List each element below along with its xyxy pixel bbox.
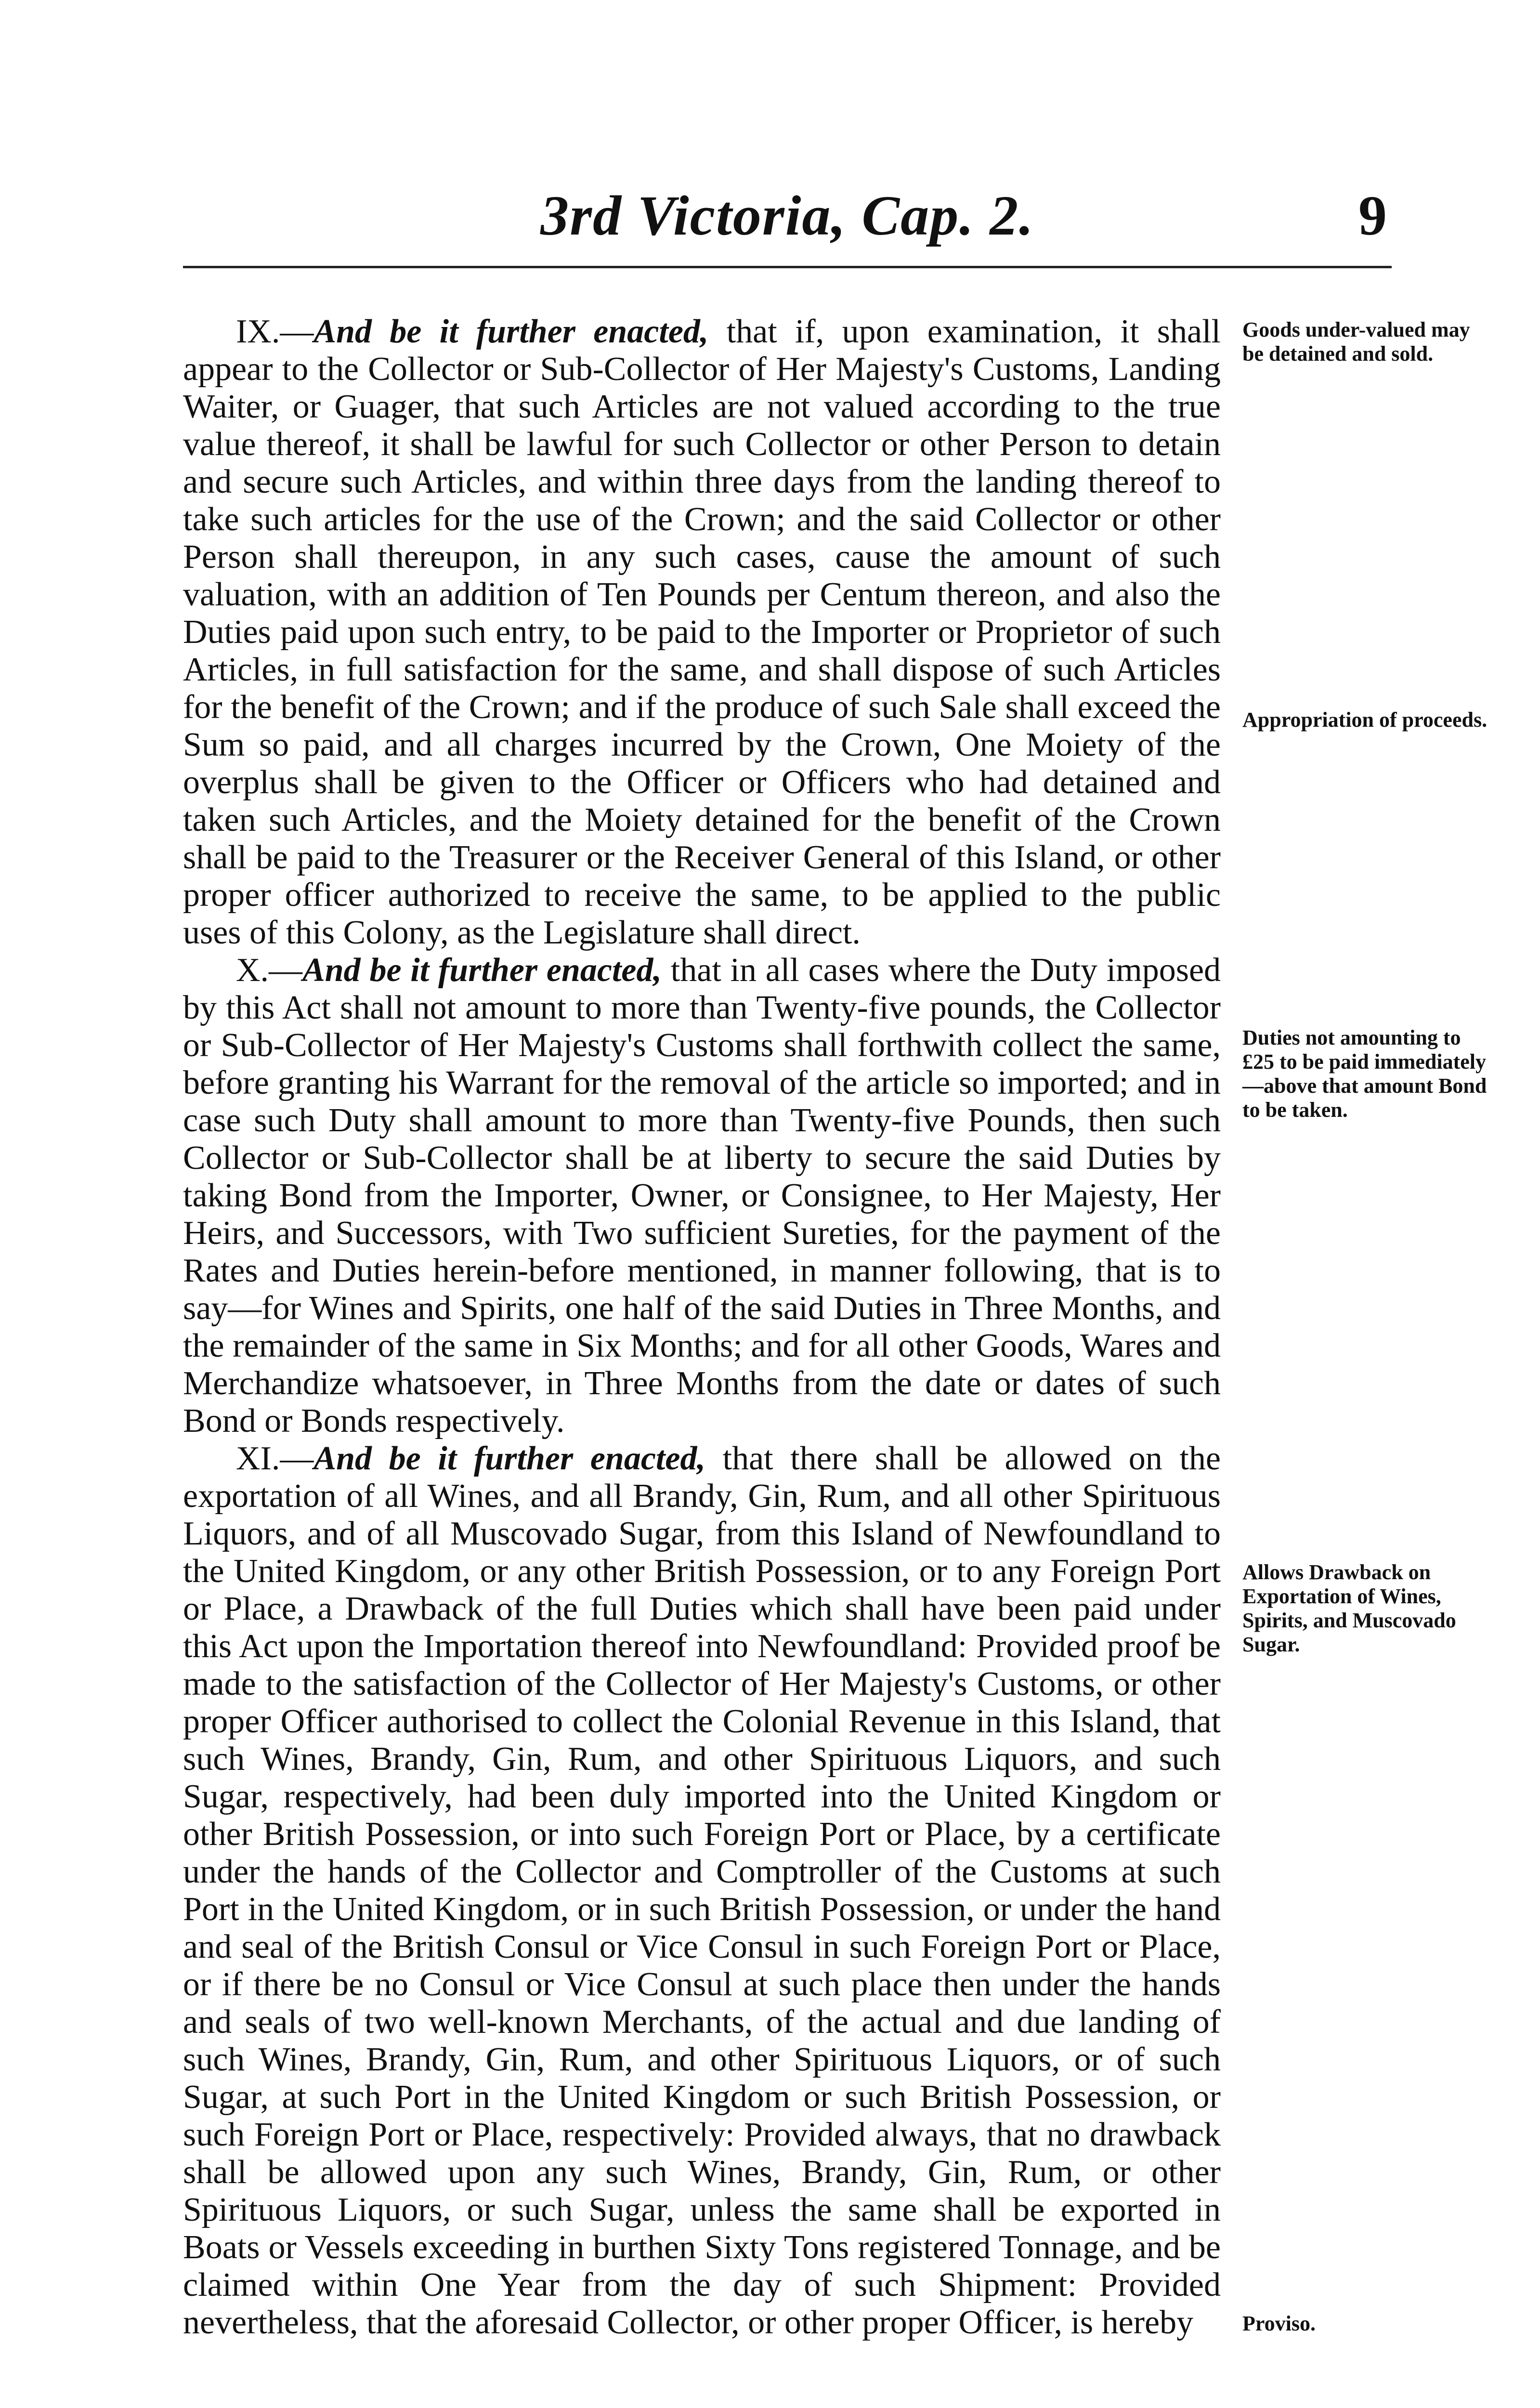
page-number: 9 [1358, 184, 1387, 247]
section-number: IX.— [236, 313, 314, 350]
margin-note-drawback: Allows Drawback on Exportation of Wines, Spirits, and Muscovado Sugar. [1242, 1560, 1456, 1656]
section-text: that there shall be allowed on the exportation of all Wines, and all Brandy, Gin, Rum, and all other Spirituous Liquors, and of all Muscovado Sugar, from this Island of Newfoundland to the United Kingdom, or any other British Possession, or to any Foreign Port or Place, a Drawback of the full Duties which shall have been paid under this Act upon the Importation thereof into Newfoundland: Provided proof be made to the satisfaction of the Collector of Her Majesty's Customs, or other proper Officer authorised to collect the Colonial Revenue in this Island, that such Wines, Brandy, Gin, Rum, and other Spirituous Liquors, and such Sugar, respectively, had been duly imported into the United Kingdom or other British Possession, or into such Foreign Port or Place, by a certificate under the hands of the Collector and Comptroller of the Customs at such Port in the United Kingdom, or in such British Possession, or under the hand and seal of the British Consul or Vice Consul in such Foreign Port or Place, or if there be no Consul or Vice Consul at such place then under the hands and seals of two well-known Merchants, of the actual and due landing of such Wines, Brandy, Gin, Rum, and other Spirituous Liquors, or of such Sugar, at such Port in the United Kingdom or such British Possession, or such Foreign Port or Place, respectively: Provided always, that no drawback shall be allowed upon any such Wines, Brandy, Gin, Rum, or other Spirituous Liquors, or such Sugar, unless the same shall be exported in Boats or Vessels exceeding in burthen Sixty Tons registered Tonnage, and be claimed within One Year from the day of such Shipment: Provided nevertheless, that the aforesaid Collector, or other proper Officer, is hereby [183, 1440, 1221, 2341]
section-text: that if, upon examination, it shall appear to the Collector or Sub-Collector of Her Majesty's Customs, Landing Waiter, or Guager, that such Articles are not valued according to the true value thereof, it shall be lawful for such Collector or other Person to detain and secure such Articles, and within three days from the landing thereof to take such articles for the use of the Crown; and the said Collector or other Person shall thereupon, in any such cases, cause the amount of such valuation, with an addition of Ten Pounds per Centum thereon, and also the Duties paid upon such entry, to be paid to the Importer or Proprietor of such Articles, in full satisfaction for the same, and shall dispose of such Articles for the benefit of the Crown; and if the produce of such Sale shall exceed the Sum so paid, and all charges incurred by the Crown, One Moiety of the overplus shall be given to the Officer or Officers who had detained and taken such Articles, and the Moiety detained for the benefit of the Crown shall be paid to the Treasurer or the Receiver General of this Island, or other proper officer authorized to receive the same, to be applied to the public uses of this Colony, as the Legislature shall direct. [183, 313, 1221, 951]
running-head: 3rd Victoria, Cap. 2. [540, 184, 1034, 247]
enacting-clause: And be it further enacted, [313, 1440, 705, 1477]
margin-note-duties: Duties not amounting to £25 to be paid immediately—above that amount Bond to be taken. [1242, 1026, 1487, 1122]
section-x [183, 952, 1221, 1440]
body-text [183, 313, 1221, 2342]
enacting-clause: And be it further enacted, [302, 952, 662, 989]
header-rule [183, 266, 1392, 268]
section-xi [183, 1440, 1221, 2342]
section-text: that in all cases where the Duty imposed by this Act shall not amount to more than Twenty-five pounds, the Collector or Sub-Collector of Her Majesty's Customs shall forthwith collect the same, before granting his Warrant for the removal of the article so imported; and in case such Duty shall amount to more than Twenty-five Pounds, then such Collector or Sub-Collector shall be at liberty to secure the said Duties by taking Bond from the Importer, Owner, or Consignee, to Her Majesty, Her Heirs, and Successors, with Two sufficient Sureties, for the payment of the Rates and Duties herein-before mentioned, in manner following, that is to say—for Wines and Spirits, one half of the said Duties in Three Months, and the remainder of the same in Six Months; and for all other Goods, Wares and Merchandize whatsoever, in Three Months from the date or dates of such Bond or Bonds respectively. [183, 952, 1221, 1440]
section-number: X.— [236, 952, 303, 989]
page-header [183, 183, 1392, 275]
margin-note-proviso: Proviso. [1242, 2312, 1316, 2335]
enacting-clause: And be it further enacted, [313, 313, 709, 350]
section-ix [183, 313, 1221, 952]
margin-note-undervalued: Goods under-valued may be detained and sold. [1242, 318, 1470, 366]
section-number: XI.— [236, 1440, 314, 1477]
margin-note-appropriation: Appropriation of proceeds. [1242, 708, 1488, 732]
